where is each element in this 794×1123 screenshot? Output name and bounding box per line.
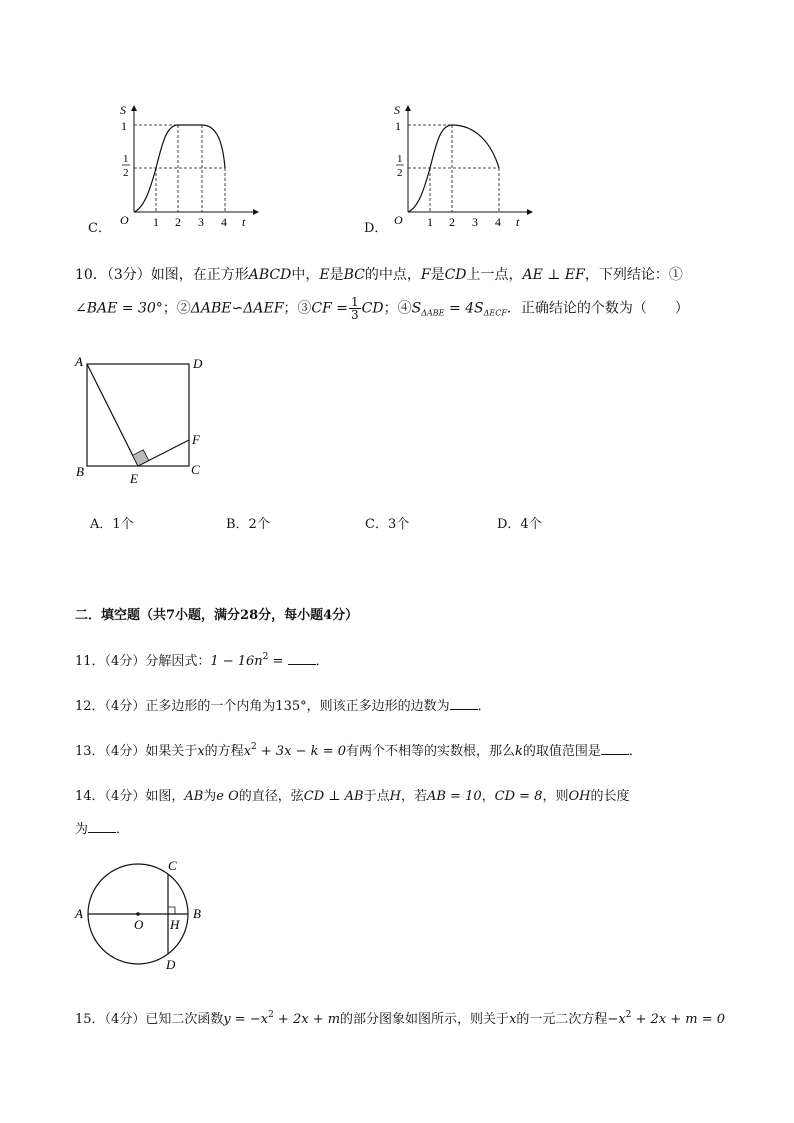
svg-text:H: H	[170, 917, 180, 932]
svg-text:F: F	[192, 432, 200, 447]
svg-text:C: C	[168, 858, 177, 873]
option-d-label: D．	[364, 221, 388, 236]
q10-option-a[interactable]: A．1个	[90, 517, 134, 532]
square-figure	[70, 352, 220, 487]
answer-blank[interactable]	[601, 744, 629, 755]
svg-text:B: B	[76, 464, 84, 479]
svg-text:A: A	[75, 354, 83, 369]
svg-text:S: S	[394, 103, 400, 117]
q10-line1: 10．（3分）如图，在正方形ABCD中，E是BC的中点，F是CD上一点，AE ⊥ EF，下列结论：①	[75, 267, 683, 283]
svg-text:4: 4	[221, 215, 227, 229]
q10-line2: ∠BAE = 30°；②ΔABE∽ΔAEF；③CF = $\frac{1}{3}$ CD；$④S_{\Delta ABE} = 4S_{\Delta ECF}$．正确结论的个数为（ ）	[75, 295, 689, 322]
q14-line2: 为 ．	[75, 822, 130, 837]
answer-blank[interactable]	[88, 822, 116, 833]
svg-text:2: 2	[397, 167, 403, 179]
svg-text:D: D	[193, 356, 203, 371]
q10-option-c[interactable]: C．3个	[365, 517, 410, 532]
graph-c	[108, 100, 268, 230]
q11: 11．（4分）分解因式：$1 - 16n^2$ = ．	[75, 652, 329, 669]
svg-text:O: O	[394, 213, 403, 227]
answer-blank[interactable]	[288, 654, 316, 665]
q13: 13．（4分）如果关于x的方程$x^2 + 3x - k = 0$有两个不相等的实数根，那么k的取值范围是 ．	[75, 742, 642, 759]
svg-text:1: 1	[427, 215, 433, 229]
q10-option-b[interactable]: B．2个	[226, 517, 270, 532]
svg-text:1: 1	[153, 215, 159, 229]
svg-text:2: 2	[123, 167, 129, 179]
origin-label: O	[120, 213, 129, 227]
svg-text:D: D	[166, 957, 176, 972]
svg-text:B: B	[193, 906, 201, 921]
q14-line1: 14．（4分）如图，AB为e O的直径，弦CD ⊥ AB于点H，若AB = 10，CD = 8，则OH的长度	[75, 789, 630, 804]
circle-figure	[70, 852, 220, 977]
svg-text:1: 1	[123, 153, 129, 165]
svg-text:E: E	[130, 471, 138, 486]
svg-text:C: C	[191, 462, 200, 477]
graph-d	[382, 100, 542, 230]
y-tick-1: 1	[121, 119, 127, 133]
option-c-label: C．	[88, 221, 111, 236]
svg-text:2: 2	[449, 215, 455, 229]
y-axis-label: S	[120, 103, 126, 117]
svg-text:2: 2	[175, 215, 181, 229]
q12: 12．（4分）正多边形的一个内角为135°，则该正多边形的边数为 ．	[75, 699, 491, 714]
svg-text:A: A	[75, 906, 83, 921]
q10-option-d[interactable]: D．4个	[497, 517, 542, 532]
answer-blank[interactable]	[450, 699, 478, 710]
svg-text:1: 1	[395, 119, 401, 133]
svg-text:1: 1	[397, 153, 403, 165]
svg-text:3: 3	[472, 215, 478, 229]
q15: 15．（4分）已知二次函数$y = -x^2 + 2x + m$的部分图象如图所示，则关于x的一元二次方程$-x^2 + 2x + m = 0$	[75, 1010, 726, 1027]
svg-text:t: t	[516, 215, 520, 229]
svg-text:4: 4	[495, 215, 501, 229]
svg-text:3: 3	[198, 215, 204, 229]
svg-text:O: O	[134, 917, 144, 932]
section-title: 二．填空题（共7小题，满分28分，每小题4分）	[75, 608, 359, 623]
x-axis-label: t	[242, 215, 246, 229]
